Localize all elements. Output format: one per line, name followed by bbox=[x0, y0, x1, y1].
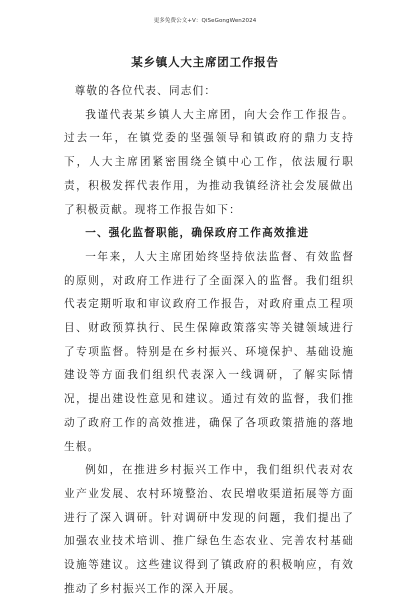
section-heading: 一、强化监督职能，确保政府工作高效推进 bbox=[85, 227, 310, 240]
body-paragraph: 一年来，人大主席团始终坚持依法监督、有效监督的原则，对政府工作进行了全面深入的监督。我们组织代表定期听取和审议政府工作报告，对政府重点工程项目、财政预算执行、民生保障政策落实等关键领域进行了专项监督。特别是在乡村振兴、环境保护、基础设施建设等方面我们组织代表深入一线调研，了解实际情况，提出建设性意见和建议。通过有效的监督，我们推动了政府工作的高效推进，确保了各项政策措施的落地生根。 bbox=[64, 250, 354, 453]
document-body bbox=[64, 80, 354, 601]
intro-paragraph: 我谨代表某乡镇人大主席团，向大会作工作报告。过去一年，在镇党委的坚强领导和镇政府的鼎力支持下，人大主席团紧密围绕全镇中心工作，依法履行职责，积极发挥代表作用，为推动我镇经济社会发展做出了积极贡献。现将工作报告如下： bbox=[64, 108, 354, 216]
salutation: 尊敬的各位代表、同志们： bbox=[74, 85, 217, 97]
header-watermark: 更多免费公文+V：QiSeGongWen2024 bbox=[153, 18, 257, 24]
body-paragraph: 例如，在推进乡村振兴工作中，我们组织代表对农业产业发展、农村环境整治、农民增收渠道拓展等方面进行了深入调研。针对调研中发现的问题，我们提出了加强农业技术培训、推广绿色生态农业、完善农村基础设施等建议。这些建议得到了镇政府的积极响应，有效推动了乡村振兴工作的深入开展。 bbox=[64, 464, 354, 595]
page-title: 某乡镇人大主席团工作报告 bbox=[131, 55, 279, 69]
